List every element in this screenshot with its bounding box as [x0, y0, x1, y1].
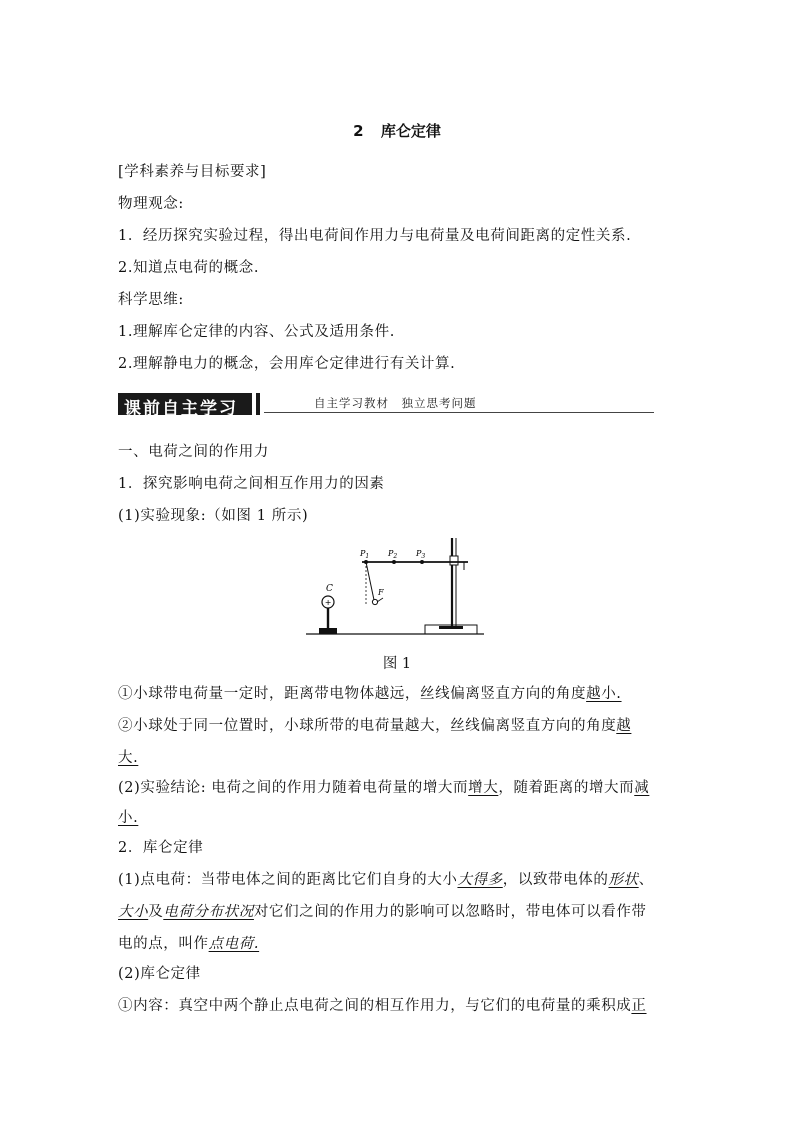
figure-caption: 图 1 — [382, 656, 412, 672]
conclusion — [118, 778, 649, 798]
answer-increase: 增大 — [468, 780, 499, 796]
conclusion-cont — [118, 808, 138, 828]
point-charge-def — [118, 870, 654, 890]
silk-thread — [366, 562, 374, 600]
charged-ball — [372, 599, 377, 604]
banner-rule — [264, 412, 654, 413]
goals-header: [学科素养与目标要求] — [118, 164, 267, 180]
label-p2: $P_2$ — [388, 549, 398, 560]
sub-1-heading: (1)实验现象:（如图 1 所示) — [118, 508, 309, 524]
label-f: F — [378, 588, 384, 597]
observation-1-text: ①小球带电荷量一定时，距离带电物体越远，丝线偏离竖直方向的角度 — [118, 686, 587, 702]
force-arrow — [377, 598, 383, 602]
point-p3 — [420, 560, 424, 564]
conclusion-text: (2)实验结论: 电荷之间的作用力随着电荷量的增大而 — [118, 780, 469, 796]
point-p2 — [392, 560, 396, 564]
answer-point-charge: 点电荷. — [208, 936, 260, 952]
point-charge-and: 及 — [148, 904, 164, 920]
page-title — [0, 120, 794, 141]
section-banner — [118, 391, 654, 417]
answer-much-larger: 大得多 — [457, 872, 503, 888]
item-1-heading: 1．探究影响电荷之间相互作用力的因素 — [118, 476, 385, 492]
sphere-base — [319, 628, 337, 634]
science-thinking-item-2: 2.理解静电力的概念，会用库仑定律进行有关计算. — [118, 356, 456, 372]
label-c: C — [326, 584, 333, 594]
answer-decrease-start: 减 — [634, 780, 650, 796]
point-charge-def-end — [118, 934, 259, 954]
banner-bar — [256, 393, 260, 415]
plus-sign: + — [324, 598, 332, 607]
label-p3: $P_3$ — [416, 549, 426, 560]
point-charge-called: 电的点，叫作 — [118, 936, 209, 952]
answer-size: 大小 — [118, 904, 149, 920]
observation-2-text: ②小球处于同一位置时，小球所带的电荷量越大，丝线偏离竖直方向的角度 — [118, 718, 617, 734]
title-text: 库仑定律 — [380, 122, 441, 140]
answer-direct: 正 — [631, 998, 647, 1014]
coulomb-law-content-text: ①内容：真空中两个静止点电荷之间的相互作用力，与它们的电荷量的乘积成 — [118, 998, 632, 1014]
experiment-figure — [306, 534, 486, 636]
observation-2 — [118, 716, 631, 736]
point-charge-comma: 、 — [638, 872, 654, 888]
point-charge-rest: 对它们之间的作用力的影响可以忽略时，带电体可以看作带 — [253, 904, 647, 920]
answer-shape: 形状 — [608, 872, 639, 888]
science-thinking-item-1: 1.理解库仑定律的内容、公式及适用条件. — [118, 324, 395, 340]
label-p1: $P_1$ — [360, 549, 370, 560]
banner-title: 课前自主学习 — [124, 399, 238, 419]
answer-charge-distribution: 电荷分布状况 — [163, 904, 254, 920]
physics-concept-item-2: 2.知道点电荷的概念. — [118, 260, 260, 276]
conclusion-mid: ，随着距离的增大而 — [498, 780, 635, 796]
observation-2-cont — [118, 748, 138, 768]
point-charge-def-cont — [118, 902, 647, 922]
observation-1 — [118, 684, 622, 704]
coulomb-law-content — [118, 996, 647, 1016]
banner-box — [118, 393, 252, 419]
answer-larger-end: 大. — [118, 750, 139, 766]
answer-decrease-end: 小. — [118, 810, 139, 826]
science-thinking-label: 科学思维: — [118, 292, 184, 308]
section-heading: 一、电荷之间的作用力 — [118, 444, 269, 460]
clamp — [450, 556, 458, 565]
answer-larger-start: 越 — [616, 718, 632, 734]
physics-concept-item-1: 1．经历探究实验过程，得出电荷间作用力与电荷量及电荷间距离的定性关系. — [118, 228, 632, 244]
answer-smaller: 越小. — [586, 686, 622, 702]
title-number: 2 — [353, 122, 364, 140]
coulomb-law-heading: (2)库仑定律 — [118, 966, 201, 982]
banner-subtitle: 自主学习教材 独立思考问题 — [314, 396, 477, 410]
physics-concept-label: 物理观念: — [118, 196, 184, 212]
point-charge-mid: ，以致带电体的 — [502, 872, 609, 888]
stand-foot — [439, 626, 463, 629]
point-charge-text: (1)点电荷：当带电体之间的距离比它们自身的大小 — [118, 872, 458, 888]
item-2-heading: 2．库仑定律 — [118, 840, 204, 856]
